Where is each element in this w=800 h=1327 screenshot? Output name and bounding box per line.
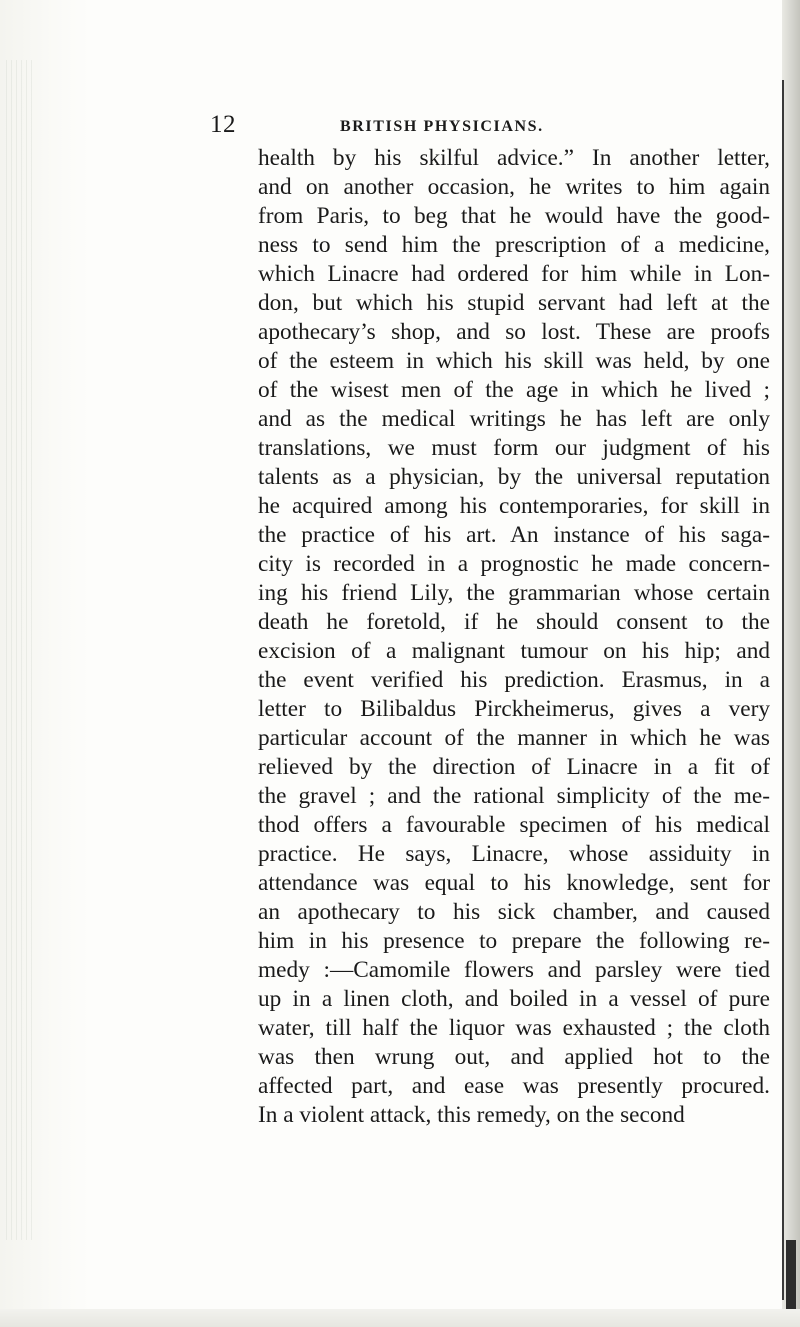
text-line: city is recorded in a prognostic he made concern- (258, 551, 770, 577)
text-line: of the wisest men of the age in which he lived ; (258, 377, 770, 403)
text-line: death he foretold, if he should consent to the (258, 609, 770, 635)
text-line: ness to send him the prescription of a medicine, (258, 232, 770, 258)
text-line: don, but which his stupid servant had left at the (258, 290, 770, 316)
text-line: thod offers a favourable specimen of his medical (258, 812, 770, 838)
text-line: the practice of his art. An instance of his saga- (258, 522, 770, 548)
text-line: practice. He says, Linacre, whose assiduity in (258, 841, 770, 867)
text-line: he acquired among his contemporaries, for skill in (258, 493, 770, 519)
page-number: 12 (210, 111, 236, 138)
running-title: BRITISH PHYSICIANS. (340, 118, 544, 135)
text-line: relieved by the direction of Linacre in a fit of (258, 754, 770, 780)
text-line: which Linacre had ordered for him while in Lon- (258, 261, 770, 287)
text-line: and as the medical writings he has left are only (258, 406, 770, 432)
text-line: attendance was equal to his knowledge, sent for (258, 870, 770, 896)
text-line: translations, we must form our judgment of his (258, 435, 770, 461)
text-line: was then wrung out, and applied hot to the (258, 1044, 770, 1070)
text-line: particular account of the manner in which he was (258, 725, 770, 751)
bleed-through-marks (6, 60, 36, 1240)
text-line: In a violent attack, this remedy, on the second (258, 1102, 685, 1128)
text-line: letter to Bilibaldus Pirckheimerus, gives a very (258, 696, 770, 722)
binding-edge (782, 0, 800, 1327)
text-line: affected part, and ease was presently procured. (258, 1073, 770, 1099)
text-line: water, till half the liquor was exhausted ; the cloth (258, 1015, 770, 1041)
running-head (210, 110, 770, 140)
text-line: and on another occasion, he writes to him again (258, 174, 770, 200)
text-line: from Paris, to beg that he would have the good- (258, 203, 770, 229)
text-line: health by his skilful advice.” In another letter, (258, 145, 770, 171)
page-bottom-edge (0, 1309, 800, 1327)
text-line: of the esteem in which his skill was held, by one (258, 348, 770, 374)
text-line: ing his friend Lily, the grammarian whose certain (258, 580, 770, 606)
text-line: him in his presence to prepare the following re- (258, 928, 770, 954)
text-line: apothecary’s shop, and so lost. These are proofs (258, 319, 770, 345)
binding-edge-line (782, 80, 784, 1300)
text-line: medy :—Camomile flowers and parsley were tied (258, 957, 770, 983)
body-text (258, 144, 770, 1130)
text-line: the gravel ; and the rational simplicity of the me- (258, 783, 770, 809)
text-line: the event verified his prediction. Erasmus, in a (258, 667, 770, 693)
text-line: an apothecary to his sick chamber, and caused (258, 899, 770, 925)
text-line: talents as a physician, by the universal reputation (258, 464, 770, 490)
text-line: up in a linen cloth, and boiled in a vessel of pure (258, 986, 770, 1012)
text-line: excision of a malignant tumour on his hip; and (258, 638, 770, 664)
